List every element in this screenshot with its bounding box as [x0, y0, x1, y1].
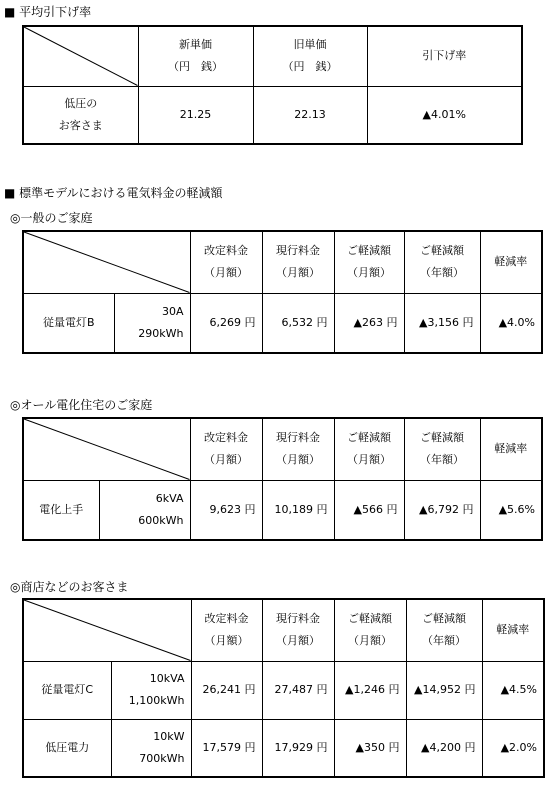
group-title-general-home: ◎一般のご家庭 [10, 211, 93, 225]
plan-name: 電化上手 [23, 480, 99, 540]
header-revised-fee: 改定料金 （月額） [190, 418, 262, 480]
diagonal-header-cell [23, 418, 190, 480]
cell-current-fee: 27,487 円 [262, 661, 334, 719]
table-row [23, 480, 542, 540]
diagonal-header-cell [23, 26, 138, 86]
group-title-shops: ◎商店などのお客さま [10, 580, 129, 594]
cell-annual-saving: ▲3,156 円 [404, 293, 480, 353]
plan-conditions: 10kW 700kWh [111, 719, 191, 777]
cell-revised-fee: 17,579 円 [191, 719, 262, 777]
section-title-average-reduction: ■ 平均引下げ率 [4, 5, 92, 19]
plan-name: 従量電灯C [23, 661, 111, 719]
header-annual-saving: ご軽減額 （年額） [406, 599, 482, 661]
cell-monthly-saving: ▲350 円 [334, 719, 406, 777]
header-saving-rate: 軽減率 [480, 418, 542, 480]
header-revised-fee: 改定料金 （月額） [191, 599, 262, 661]
header-saving-rate: 軽減率 [482, 599, 544, 661]
header-monthly-saving: ご軽減額 （月額） [334, 599, 406, 661]
header-annual-saving: ご軽減額 （年額） [404, 231, 480, 293]
cell-saving-rate: ▲2.0% [482, 719, 544, 777]
cell-old-price: 22.13 [253, 86, 367, 144]
cell-revised-fee: 6,269 円 [190, 293, 262, 353]
header-saving-rate: 軽減率 [480, 231, 542, 293]
plan-conditions: 10kVA 1,100kWh [111, 661, 191, 719]
header-annual-saving: ご軽減額 （年額） [404, 418, 480, 480]
cell-annual-saving: ▲4,200 円 [406, 719, 482, 777]
table-row [23, 661, 544, 719]
header-monthly-saving: ご軽減額 （月額） [334, 231, 404, 293]
plan-conditions: 30A 290kWh [114, 293, 190, 353]
header-reduction-rate: 引下げ率 [367, 26, 522, 86]
header-monthly-saving: ご軽減額 （月額） [334, 418, 404, 480]
section-title-standard-model: ■ 標準モデルにおける電気料金の軽減額 [4, 186, 223, 200]
average-reduction-table [22, 25, 523, 145]
diagonal-header-cell [23, 231, 190, 293]
cell-saving-rate: ▲5.6% [480, 480, 542, 540]
plan-name: 従量電灯B [23, 293, 114, 353]
cell-current-fee: 10,189 円 [262, 480, 334, 540]
header-old-price: 旧単価 （円 銭） [253, 26, 367, 86]
table-row [23, 719, 544, 777]
plan-name: 低圧電力 [23, 719, 111, 777]
cell-revised-fee: 26,241 円 [191, 661, 262, 719]
general-home-table [22, 230, 543, 354]
cell-new-price: 21.25 [138, 86, 253, 144]
diagonal-header-cell [23, 599, 191, 661]
header-current-fee: 現行料金 （月額） [262, 599, 334, 661]
cell-monthly-saving: ▲263 円 [334, 293, 404, 353]
table-row [23, 293, 542, 353]
all-electric-table [22, 417, 543, 541]
cell-revised-fee: 9,623 円 [190, 480, 262, 540]
header-new-price: 新単価 （円 銭） [138, 26, 253, 86]
cell-annual-saving: ▲14,952 円 [406, 661, 482, 719]
plan-conditions: 6kVA 600kWh [99, 480, 190, 540]
group-title-all-electric-home: ◎オール電化住宅のご家庭 [10, 398, 153, 412]
cell-annual-saving: ▲6,792 円 [404, 480, 480, 540]
cell-current-fee: 17,929 円 [262, 719, 334, 777]
header-revised-fee: 改定料金 （月額） [190, 231, 262, 293]
cell-reduction-rate: ▲4.01% [367, 86, 522, 144]
shops-table [22, 598, 545, 778]
header-current-fee: 現行料金 （月額） [262, 231, 334, 293]
cell-monthly-saving: ▲566 円 [334, 480, 404, 540]
header-current-fee: 現行料金 （月額） [262, 418, 334, 480]
row-label-low-voltage: 低圧の お客さま [23, 86, 138, 144]
cell-saving-rate: ▲4.0% [480, 293, 542, 353]
cell-saving-rate: ▲4.5% [482, 661, 544, 719]
cell-current-fee: 6,532 円 [262, 293, 334, 353]
cell-monthly-saving: ▲1,246 円 [334, 661, 406, 719]
